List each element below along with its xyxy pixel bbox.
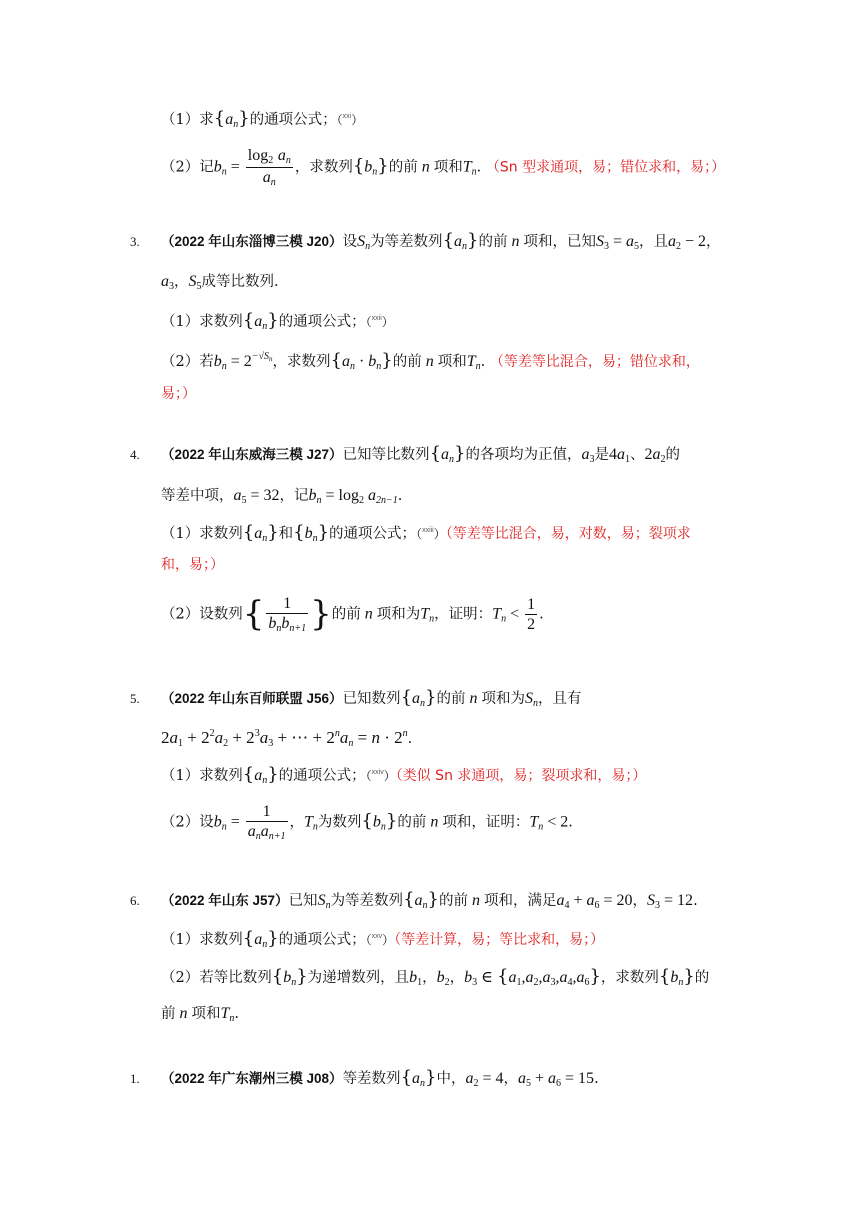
p5-fraction: $\frac{1}{a_na_{n+1}}$	[247, 803, 286, 843]
p6-part2-text5: ，求数列	[600, 970, 659, 986]
p5-part2-text4: 的前	[397, 814, 427, 831]
p4-text-a: 已知等比数列	[342, 447, 430, 463]
p5-part1-text: （1）求数列	[161, 768, 243, 784]
p6-part1: （1）求数列$\{a_n\}$的通项公式；（$^{xxv}$）（等差计算，易；等比求和，易；）	[161, 928, 605, 950]
p4-text-f: 等差中项，	[161, 488, 234, 504]
p6-source: （2022 年山东 J57）	[161, 893, 289, 908]
p6-part2-text: （2）若等比数列	[161, 970, 272, 986]
p3-ref: xxii	[371, 315, 382, 323]
p2-part2-text: （2）记	[161, 159, 214, 176]
p4-part2-text3: 项和为	[376, 606, 421, 623]
p6-part2-text8: 项和	[191, 1006, 221, 1022]
p4-ref: xxiii	[422, 527, 434, 535]
p5-text-c: 项和为	[481, 691, 525, 707]
q1-stem: （2022 年广东潮州三模 J08）等差数列$\{a_n\}$中，$a_2 = 4$，$a_5 + a_6 = 15$.	[161, 1067, 599, 1089]
p4-text-b: 的各项均为正值，	[465, 447, 582, 463]
p5-part2-text: （2）设	[161, 814, 214, 831]
p6-text-c: 的前	[438, 893, 468, 909]
p6-part1-text: （1）求数列	[161, 932, 243, 948]
p6-part2-line2: 前 n 项和$T_n$.	[161, 1005, 240, 1024]
p5-text-b: 的前	[436, 691, 466, 707]
p3-number: 3.	[130, 234, 140, 249]
p3-part1: （1）求数列$\{a_n\}$的通项公式；（$^{xxii}$）	[161, 310, 394, 332]
p3-text-d: 项和，已知	[523, 234, 596, 250]
p4-note-2: 和，易；）	[161, 557, 224, 573]
p4-stem-line2: 等差中项，$a_5 = 32$，记$b_n = \log_2 a_{2n-1}$.	[161, 487, 403, 506]
p6-part2-text6: 的	[694, 970, 710, 986]
p6-note: （等差计算，易；等比求和，易；）	[394, 932, 605, 948]
p2-part2: （2）记$b_n$ = $\frac{\log_2 a_n}{a_n}$ ，求数列$\{b_n\}$的前 n 项和$T_n$. （Sn 型求通项，易；错位求和，易；）	[161, 147, 726, 188]
p3-text-b: 为等差数列	[370, 234, 443, 250]
p4-part2-text5: .	[539, 606, 544, 623]
q1-text-b: 中，	[436, 1071, 466, 1087]
p5-part2-text5: 项和，证明：	[442, 814, 530, 831]
p4-part2-text2: 的前	[331, 606, 361, 623]
p4-text-h: .	[397, 488, 403, 504]
p6-part2-text9: .	[234, 1006, 240, 1022]
p2-part2-text4: 项和	[433, 159, 463, 176]
p3-stem-line1: （2022 年山东淄博三模 J20）设$S_n$为等差数列$\{a_n\}$的前 n 项和，已知$S_3 = a_5$，且$a_2 - 2$，	[161, 230, 721, 252]
p4-stem-line1: （2022 年山东威海三模 J27）已知等比数列$\{a_n\}$的各项均为正值，$a_3$是$4a_1$、$2a_2$的	[161, 443, 680, 465]
p4-number: 4.	[130, 447, 140, 462]
p2-part2-text5: .	[476, 159, 482, 176]
p6-text-e: ，	[632, 893, 648, 909]
p3-stem-line2: $a_3$，$S_5$成等比数列.	[161, 273, 279, 292]
p4-half: $\frac{1}{2}$	[527, 595, 536, 634]
p6-text-b: 为等差数列	[330, 893, 404, 909]
q1-source: （2022 年广东潮州三模 J08）	[161, 1071, 343, 1086]
p6-text-d: 项和，满足	[483, 893, 557, 909]
p3-part2-text2: ，求数列	[272, 354, 331, 370]
p3-text-g: ，	[174, 274, 189, 290]
p5-part2-text6: .	[568, 814, 573, 831]
p4-part1-text: （1）求数列	[161, 526, 243, 542]
q1-text-a: 等差数列	[342, 1071, 401, 1087]
p6-part2-text4: ，	[449, 970, 465, 986]
p3-text-f: ，	[706, 234, 721, 250]
p4-part1: （1）求数列$\{a_n\}$和$\{b_n\}$的通项公式；（$^{xxiii}$）（等差等比混合，易，对数，易；裂项求	[161, 522, 691, 544]
p6-part2-text2: 为递增数列，且	[307, 970, 410, 986]
p3-part2-text3: 的前	[392, 354, 422, 370]
q1-text-c: ，	[503, 1071, 518, 1087]
p5-equation: $2a_1 + 2^2a_2 + 2^3a_3$ + ⋯ + $2^na_n = n \cdot 2^n$.	[161, 728, 413, 749]
p5-part1: （1）求数列$\{a_n\}$的通项公式；（$^{xxiv}$）（类似 Sn 求通项，易；裂项求和，易；）	[161, 764, 647, 786]
p5-part1-text2: 的通项公式；	[278, 768, 366, 784]
p4-part1-text3: 的通项公式；	[329, 526, 417, 542]
p3-text-a: 设	[342, 234, 358, 250]
p3-text-h: 成等比数列.	[201, 274, 279, 290]
p4-part1-text2: 和	[278, 526, 294, 542]
p5-part2: （2）设$b_n$ = $\frac{1}{a_na_{n+1}}$ ，$T_n$为数列$\{b_n\}$的前 n 项和，证明：$T_n < 2$.	[161, 803, 573, 843]
p4-text-c: 是	[594, 447, 609, 463]
p5-source: （2022 年山东百师联盟 J56）	[161, 691, 343, 706]
p6-part2: （2）若等比数列$\{b_n\}$为递增数列，且$b_1$，$b_2$，$b_3$ ∈ $\{a_1,a_2,a_3,a_4,a_6\}$，求数列$\{b_n\}$的	[161, 966, 710, 988]
p2-fraction: $\frac{\log_2 a_n}{a_n}$	[247, 147, 291, 188]
p5-ref: xxiv	[371, 769, 384, 777]
p5-part2-text2: ，	[289, 814, 305, 831]
p3-note-1: （等差等比混合，易；错位求和，	[489, 354, 700, 370]
p5-text-a: 已知数列	[342, 691, 401, 707]
p5-text-e: .	[407, 731, 413, 747]
p6-text-f: .	[693, 893, 698, 909]
p2-part2-text3: 的前	[388, 159, 418, 176]
p3-part1-text2: 的通项公式；	[278, 314, 366, 330]
p4-text-e: 的	[665, 447, 680, 463]
p2-part1: （1）求$\{a_n\}$的通项公式；（$^{xxi}$）	[161, 108, 364, 130]
p2-part1-text2: 的通项公式；	[249, 112, 337, 128]
p6-part2-text7: 前	[161, 1006, 176, 1022]
p3-part2-text4: 项和	[437, 354, 467, 370]
p5-number: 5.	[130, 691, 140, 706]
q1-text-d: .	[594, 1071, 599, 1087]
p2-note: （Sn 型求通项，易；错位求和，易；）	[485, 159, 726, 176]
p4-part2: （2）设数列{ $\frac{1}{b_nb_{n+1}}$ }的前 n 项和为$T_n$，证明：$T_n$ < $\frac{1}{2}$ .	[161, 594, 544, 635]
p2-part1-text: （1）求	[161, 112, 214, 128]
p3-part2: （2）若$b_n = 2^{-√Sn}$，求数列$\{a_n \cdot b_n\}$的前 n 项和$T_n$. （等差等比混合，易；错位求和，	[161, 350, 700, 372]
p6-stem: （2022 年山东 J57）已知$S_n$为等差数列$\{a_n\}$的前 n 项和，满足$a_4 + a_6 = 20$，$S_3 = 12$.	[161, 889, 698, 911]
p4-fraction: $\frac{1}{b_nb_{n+1}}$	[268, 595, 307, 635]
p4-text-d: 、	[629, 447, 645, 463]
p3-note-2: 易；）	[161, 386, 196, 402]
p6-text-a: 已知	[288, 893, 318, 909]
p3-source: （2022 年山东淄博三模 J20）	[161, 234, 343, 249]
p6-ref: xxv	[371, 933, 383, 941]
p3-text-e: ，且	[639, 234, 668, 250]
p4-note-1: （等差等比混合，易，对数，易；裂项求	[445, 526, 691, 542]
p6-part2-text3: ，	[422, 970, 437, 986]
p4-source: （2022 年山东威海三模 J27）	[161, 447, 343, 462]
p2-ref: xxi	[342, 113, 352, 121]
p5-part2-text3: 为数列	[317, 814, 362, 831]
p3-text-c: 的前	[478, 234, 508, 250]
p5-text-d: ，且有	[537, 691, 582, 707]
p6-part1-text2: 的通项公式；	[278, 932, 366, 948]
p2-part2-text2: ，求数列	[294, 159, 353, 176]
p5-stem-line1: （2022 年山东百师联盟 J56）已知数列$\{a_n\}$的前 n 项和为$S_n$，且有	[161, 687, 582, 709]
p4-part2-text: （2）设数列	[161, 606, 243, 623]
p3-part2-text: （2）若	[161, 354, 214, 370]
p3-part1-text: （1）求数列	[161, 314, 243, 330]
q1-number: 1.	[130, 1071, 140, 1086]
p6-number: 6.	[130, 893, 140, 908]
p5-note: （类似 Sn 求通项，易；裂项求和，易；）	[395, 768, 647, 784]
p4-part2-text4: ，证明：	[434, 606, 493, 623]
p3-part2-text5: .	[480, 354, 486, 370]
p4-text-g: ，记	[279, 488, 309, 504]
